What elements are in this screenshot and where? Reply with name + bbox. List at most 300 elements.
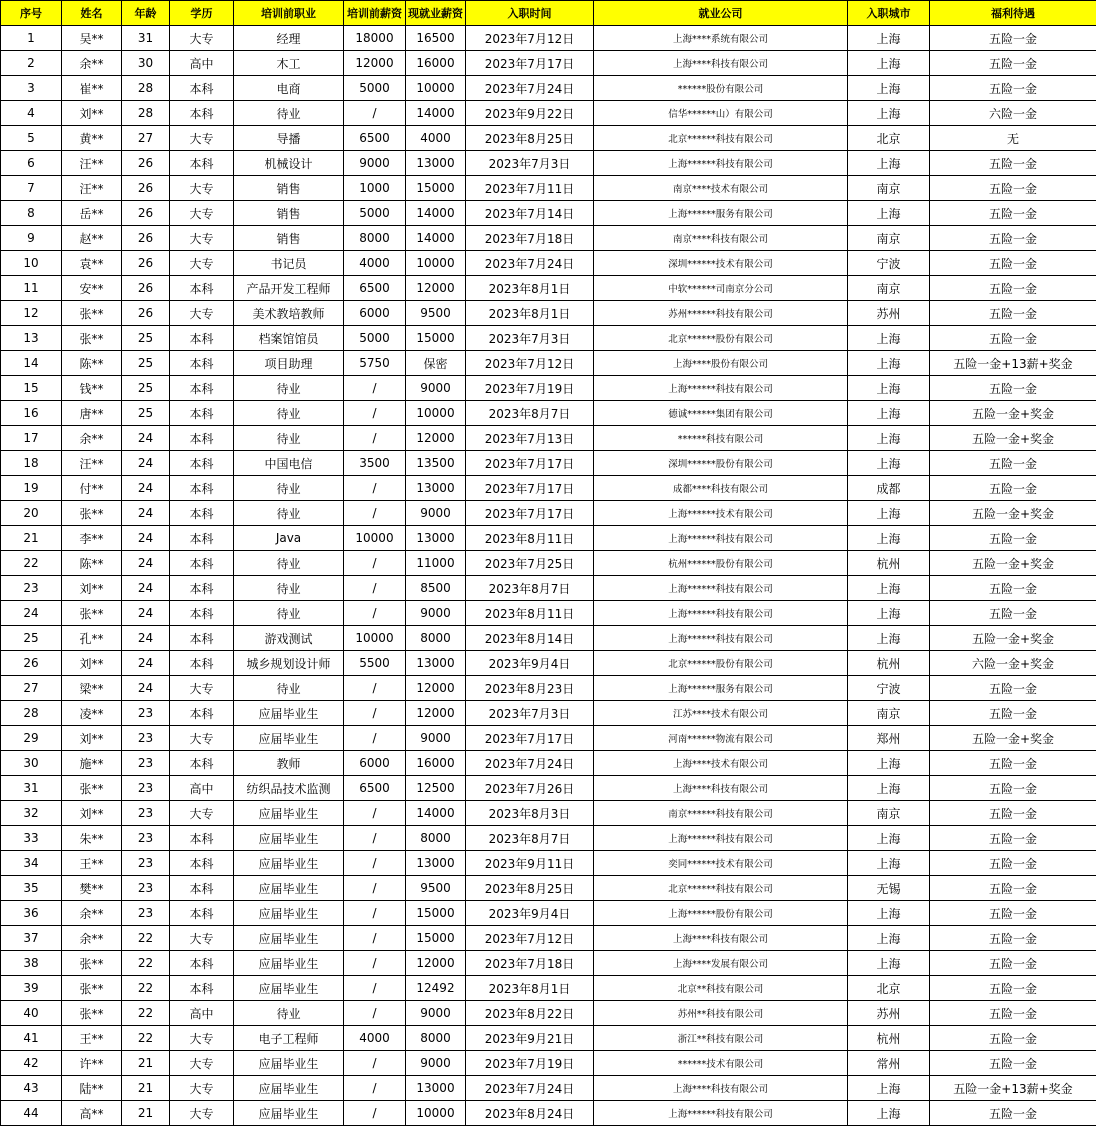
cell-company: 北京******股份有限公司	[594, 326, 848, 351]
cell-current-salary: 13500	[406, 451, 466, 476]
cell-index: 4	[1, 101, 62, 126]
cell-benefits: 五险一金	[930, 751, 1096, 776]
cell-city: 上海	[848, 1101, 930, 1126]
cell-start-date: 2023年8月25日	[466, 126, 594, 151]
cell-education: 大专	[170, 26, 234, 51]
cell-prev-job: 教师	[234, 751, 344, 776]
cell-benefits: 五险一金	[930, 451, 1096, 476]
cell-current-salary: 13000	[406, 1076, 466, 1101]
cell-education: 本科	[170, 526, 234, 551]
cell-current-salary: 9000	[406, 376, 466, 401]
cell-city: 上海	[848, 576, 930, 601]
cell-age: 26	[122, 151, 170, 176]
table-row	[1, 676, 1096, 701]
cell-prev-salary: 12000	[344, 51, 406, 76]
cell-company: 苏州**科技有限公司	[594, 1001, 848, 1026]
header-prev-salary: 培训前薪资	[344, 1, 406, 26]
cell-education: 大专	[170, 251, 234, 276]
header-city: 入职城市	[848, 1, 930, 26]
cell-city: 上海	[848, 926, 930, 951]
table-row	[1, 426, 1096, 451]
cell-current-salary: 12492	[406, 976, 466, 1001]
cell-education: 本科	[170, 276, 234, 301]
cell-current-salary: 10000	[406, 401, 466, 426]
header-age: 年龄	[122, 1, 170, 26]
cell-company: 上海****科技有限公司	[594, 1076, 848, 1101]
cell-prev-salary: /	[344, 501, 406, 526]
cell-prev-job: 待业	[234, 101, 344, 126]
cell-company: 上海******股份有限公司	[594, 901, 848, 926]
cell-name: 陈**	[62, 351, 122, 376]
cell-age: 24	[122, 601, 170, 626]
table-row	[1, 1101, 1096, 1126]
cell-name: 梁**	[62, 676, 122, 701]
cell-name: 余**	[62, 901, 122, 926]
cell-company: 上海******科技有限公司	[594, 601, 848, 626]
table-row	[1, 826, 1096, 851]
cell-benefits: 五险一金+奖金	[930, 501, 1096, 526]
cell-benefits: 五险一金	[930, 76, 1096, 101]
cell-prev-salary: 3500	[344, 451, 406, 476]
table-row	[1, 801, 1096, 826]
cell-current-salary: 8000	[406, 626, 466, 651]
cell-company: 奕同******技术有限公司	[594, 851, 848, 876]
cell-city: 常州	[848, 1051, 930, 1076]
cell-name: 张**	[62, 601, 122, 626]
cell-prev-job: 应届毕业生	[234, 726, 344, 751]
cell-start-date: 2023年8月3日	[466, 801, 594, 826]
cell-benefits: 五险一金	[930, 951, 1096, 976]
cell-benefits: 五险一金	[930, 676, 1096, 701]
cell-age: 26	[122, 176, 170, 201]
cell-start-date: 2023年7月13日	[466, 426, 594, 451]
cell-prev-job: 销售	[234, 176, 344, 201]
table-row	[1, 851, 1096, 876]
cell-prev-job: 应届毕业生	[234, 901, 344, 926]
cell-index: 1	[1, 26, 62, 51]
cell-prev-salary: /	[344, 1101, 406, 1126]
cell-age: 24	[122, 501, 170, 526]
cell-city: 上海	[848, 626, 930, 651]
cell-age: 23	[122, 826, 170, 851]
table-row	[1, 526, 1096, 551]
cell-prev-salary: /	[344, 1051, 406, 1076]
cell-city: 上海	[848, 951, 930, 976]
cell-company: 成都****科技有限公司	[594, 476, 848, 501]
cell-prev-job: 应届毕业生	[234, 876, 344, 901]
cell-name: 王**	[62, 851, 122, 876]
cell-prev-salary: 6000	[344, 301, 406, 326]
cell-age: 23	[122, 801, 170, 826]
cell-current-salary: 10000	[406, 76, 466, 101]
cell-start-date: 2023年7月17日	[466, 726, 594, 751]
cell-city: 上海	[848, 826, 930, 851]
cell-index: 26	[1, 651, 62, 676]
cell-age: 23	[122, 876, 170, 901]
cell-city: 南京	[848, 226, 930, 251]
cell-index: 17	[1, 426, 62, 451]
cell-benefits: 五险一金+奖金	[930, 551, 1096, 576]
cell-name: 黄**	[62, 126, 122, 151]
cell-prev-job: 经理	[234, 26, 344, 51]
cell-start-date: 2023年9月21日	[466, 1026, 594, 1051]
cell-education: 本科	[170, 751, 234, 776]
cell-current-salary: 14000	[406, 226, 466, 251]
table-row	[1, 551, 1096, 576]
cell-prev-salary: /	[344, 401, 406, 426]
cell-start-date: 2023年7月17日	[466, 476, 594, 501]
header-index: 序号	[1, 1, 62, 26]
cell-prev-salary: 6000	[344, 751, 406, 776]
cell-start-date: 2023年7月12日	[466, 926, 594, 951]
cell-name: 汪**	[62, 451, 122, 476]
cell-start-date: 2023年8月7日	[466, 576, 594, 601]
cell-prev-salary: /	[344, 826, 406, 851]
cell-index: 14	[1, 351, 62, 376]
cell-name: 岳**	[62, 201, 122, 226]
cell-index: 21	[1, 526, 62, 551]
cell-company: 上海******科技有限公司	[594, 826, 848, 851]
cell-education: 高中	[170, 1001, 234, 1026]
cell-prev-job: 应届毕业生	[234, 976, 344, 1001]
cell-index: 8	[1, 201, 62, 226]
table-row	[1, 501, 1096, 526]
cell-company: 南京****技术有限公司	[594, 176, 848, 201]
cell-name: 张**	[62, 501, 122, 526]
cell-name: 王**	[62, 1026, 122, 1051]
cell-name: 张**	[62, 301, 122, 326]
cell-prev-salary: /	[344, 976, 406, 1001]
cell-name: 陆**	[62, 1076, 122, 1101]
cell-index: 39	[1, 976, 62, 1001]
cell-prev-job: 应届毕业生	[234, 801, 344, 826]
cell-index: 32	[1, 801, 62, 826]
cell-index: 23	[1, 576, 62, 601]
cell-education: 本科	[170, 976, 234, 1001]
cell-age: 23	[122, 726, 170, 751]
cell-benefits: 五险一金	[930, 576, 1096, 601]
cell-index: 2	[1, 51, 62, 76]
cell-prev-salary: 5500	[344, 651, 406, 676]
cell-city: 南京	[848, 801, 930, 826]
cell-education: 本科	[170, 351, 234, 376]
cell-prev-salary: 8000	[344, 226, 406, 251]
cell-name: 孔**	[62, 626, 122, 651]
table-row	[1, 251, 1096, 276]
cell-name: 钱**	[62, 376, 122, 401]
cell-start-date: 2023年7月12日	[466, 26, 594, 51]
cell-education: 大专	[170, 1026, 234, 1051]
cell-current-salary: 9000	[406, 1001, 466, 1026]
table-row	[1, 326, 1096, 351]
table-row	[1, 51, 1096, 76]
cell-current-salary: 9000	[406, 601, 466, 626]
cell-company: 上海******科技有限公司	[594, 626, 848, 651]
cell-benefits: 五险一金	[930, 176, 1096, 201]
cell-company: 上海******科技有限公司	[594, 576, 848, 601]
cell-prev-job: 城乡规划设计师	[234, 651, 344, 676]
cell-benefits: 五险一金	[930, 976, 1096, 1001]
table-row	[1, 451, 1096, 476]
cell-company: 上海****系统有限公司	[594, 26, 848, 51]
cell-index: 3	[1, 76, 62, 101]
cell-benefits: 五险一金	[930, 826, 1096, 851]
table-row	[1, 76, 1096, 101]
cell-prev-salary: 4000	[344, 1026, 406, 1051]
cell-benefits: 五险一金	[930, 26, 1096, 51]
cell-prev-job: 电商	[234, 76, 344, 101]
cell-age: 26	[122, 201, 170, 226]
cell-benefits: 五险一金	[930, 1101, 1096, 1126]
cell-city: 上海	[848, 101, 930, 126]
cell-city: 北京	[848, 126, 930, 151]
cell-prev-salary: /	[344, 551, 406, 576]
cell-prev-job: 美术教培教师	[234, 301, 344, 326]
cell-city: 北京	[848, 976, 930, 1001]
cell-name: 李**	[62, 526, 122, 551]
cell-education: 大专	[170, 926, 234, 951]
cell-company: 上海******技术有限公司	[594, 501, 848, 526]
cell-index: 33	[1, 826, 62, 851]
cell-age: 23	[122, 851, 170, 876]
header-benefits: 福利待遇	[930, 1, 1096, 26]
cell-prev-job: 应届毕业生	[234, 701, 344, 726]
cell-city: 上海	[848, 451, 930, 476]
table-row	[1, 1076, 1096, 1101]
cell-prev-job: 档案馆馆员	[234, 326, 344, 351]
cell-education: 本科	[170, 551, 234, 576]
cell-index: 44	[1, 1101, 62, 1126]
cell-name: 余**	[62, 926, 122, 951]
cell-company: 上海******服务有限公司	[594, 201, 848, 226]
cell-prev-salary: 1000	[344, 176, 406, 201]
table-row	[1, 651, 1096, 676]
cell-education: 本科	[170, 651, 234, 676]
cell-education: 本科	[170, 151, 234, 176]
cell-start-date: 2023年8月7日	[466, 401, 594, 426]
cell-benefits: 六险一金	[930, 101, 1096, 126]
cell-benefits: 五险一金	[930, 376, 1096, 401]
cell-current-salary: 15000	[406, 926, 466, 951]
cell-current-salary: 12000	[406, 701, 466, 726]
cell-education: 本科	[170, 901, 234, 926]
cell-index: 30	[1, 751, 62, 776]
cell-prev-salary: 18000	[344, 26, 406, 51]
cell-current-salary: 13000	[406, 651, 466, 676]
cell-age: 22	[122, 1026, 170, 1051]
cell-prev-job: 产品开发工程师	[234, 276, 344, 301]
cell-city: 南京	[848, 701, 930, 726]
cell-education: 本科	[170, 76, 234, 101]
cell-index: 15	[1, 376, 62, 401]
cell-prev-job: 待业	[234, 476, 344, 501]
cell-prev-salary: /	[344, 926, 406, 951]
cell-name: 刘**	[62, 651, 122, 676]
cell-company: 杭州******股份有限公司	[594, 551, 848, 576]
cell-education: 本科	[170, 476, 234, 501]
cell-prev-job: 项目助理	[234, 351, 344, 376]
cell-education: 本科	[170, 101, 234, 126]
cell-benefits: 六险一金+奖金	[930, 651, 1096, 676]
cell-benefits: 五险一金	[930, 876, 1096, 901]
cell-prev-job: 应届毕业生	[234, 926, 344, 951]
cell-prev-salary: /	[344, 676, 406, 701]
table-row	[1, 776, 1096, 801]
cell-company: 上海******科技有限公司	[594, 526, 848, 551]
cell-company: 河南******物流有限公司	[594, 726, 848, 751]
cell-city: 上海	[848, 526, 930, 551]
cell-education: 高中	[170, 776, 234, 801]
cell-current-salary: 9500	[406, 876, 466, 901]
header-prev-job: 培训前职业	[234, 1, 344, 26]
cell-prev-salary: /	[344, 101, 406, 126]
cell-benefits: 五险一金	[930, 226, 1096, 251]
cell-start-date: 2023年7月3日	[466, 326, 594, 351]
cell-education: 大专	[170, 301, 234, 326]
cell-current-salary: 15000	[406, 326, 466, 351]
cell-age: 21	[122, 1051, 170, 1076]
cell-current-salary: 12000	[406, 951, 466, 976]
cell-start-date: 2023年9月22日	[466, 101, 594, 126]
cell-current-salary: 13000	[406, 851, 466, 876]
table-row	[1, 976, 1096, 1001]
table-row	[1, 951, 1096, 976]
table-row	[1, 751, 1096, 776]
cell-company: 深圳******股份有限公司	[594, 451, 848, 476]
cell-benefits: 五险一金	[930, 901, 1096, 926]
cell-benefits: 五险一金	[930, 301, 1096, 326]
cell-education: 本科	[170, 451, 234, 476]
header-current-salary: 现就业薪资	[406, 1, 466, 26]
cell-index: 34	[1, 851, 62, 876]
cell-company: 中软******司南京分公司	[594, 276, 848, 301]
cell-company: 北京******科技有限公司	[594, 876, 848, 901]
cell-company: 北京******科技有限公司	[594, 126, 848, 151]
cell-education: 本科	[170, 326, 234, 351]
cell-age: 24	[122, 576, 170, 601]
cell-prev-salary: 6500	[344, 276, 406, 301]
cell-company: ******科技有限公司	[594, 426, 848, 451]
cell-index: 22	[1, 551, 62, 576]
cell-start-date: 2023年7月24日	[466, 1076, 594, 1101]
cell-benefits: 五险一金+13薪+奖金	[930, 351, 1096, 376]
cell-company: 苏州******科技有限公司	[594, 301, 848, 326]
table-row	[1, 726, 1096, 751]
cell-index: 13	[1, 326, 62, 351]
cell-prev-salary: /	[344, 1001, 406, 1026]
cell-name: 余**	[62, 426, 122, 451]
cell-current-salary: 9000	[406, 501, 466, 526]
cell-benefits: 五险一金	[930, 1051, 1096, 1076]
cell-current-salary: 12000	[406, 426, 466, 451]
cell-prev-salary: 5750	[344, 351, 406, 376]
cell-name: 刘**	[62, 101, 122, 126]
cell-city: 无锡	[848, 876, 930, 901]
table-row	[1, 626, 1096, 651]
cell-current-salary: 16500	[406, 26, 466, 51]
cell-education: 大专	[170, 801, 234, 826]
cell-name: 汪**	[62, 176, 122, 201]
cell-benefits: 五险一金	[930, 251, 1096, 276]
cell-age: 23	[122, 776, 170, 801]
cell-age: 24	[122, 451, 170, 476]
cell-prev-job: 销售	[234, 201, 344, 226]
cell-age: 27	[122, 126, 170, 151]
cell-prev-job: 应届毕业生	[234, 951, 344, 976]
cell-start-date: 2023年8月1日	[466, 301, 594, 326]
table-row	[1, 1001, 1096, 1026]
table-row	[1, 701, 1096, 726]
cell-start-date: 2023年7月24日	[466, 251, 594, 276]
cell-education: 本科	[170, 851, 234, 876]
cell-company: 江苏****技术有限公司	[594, 701, 848, 726]
cell-city: 上海	[848, 901, 930, 926]
cell-start-date: 2023年8月11日	[466, 526, 594, 551]
table-row	[1, 176, 1096, 201]
table-row	[1, 576, 1096, 601]
cell-education: 本科	[170, 601, 234, 626]
cell-city: 上海	[848, 1076, 930, 1101]
cell-education: 本科	[170, 951, 234, 976]
cell-index: 10	[1, 251, 62, 276]
cell-start-date: 2023年8月1日	[466, 976, 594, 1001]
cell-name: 余**	[62, 51, 122, 76]
cell-prev-salary: /	[344, 951, 406, 976]
cell-city: 上海	[848, 201, 930, 226]
cell-education: 本科	[170, 701, 234, 726]
cell-name: 付**	[62, 476, 122, 501]
cell-age: 24	[122, 676, 170, 701]
cell-education: 大专	[170, 226, 234, 251]
cell-company: 北京******股份有限公司	[594, 651, 848, 676]
cell-start-date: 2023年7月11日	[466, 176, 594, 201]
cell-prev-salary: /	[344, 1076, 406, 1101]
cell-benefits: 五险一金	[930, 851, 1096, 876]
cell-age: 24	[122, 526, 170, 551]
cell-age: 21	[122, 1076, 170, 1101]
cell-benefits: 五险一金	[930, 326, 1096, 351]
cell-education: 本科	[170, 876, 234, 901]
cell-prev-job: 待业	[234, 401, 344, 426]
cell-prev-job: 待业	[234, 376, 344, 401]
cell-benefits: 无	[930, 126, 1096, 151]
cell-name: 张**	[62, 776, 122, 801]
cell-name: 崔**	[62, 76, 122, 101]
cell-benefits: 五险一金+奖金	[930, 426, 1096, 451]
cell-age: 23	[122, 701, 170, 726]
table-row	[1, 26, 1096, 51]
cell-current-salary: 14000	[406, 101, 466, 126]
cell-current-salary: 14000	[406, 201, 466, 226]
cell-current-salary: 8500	[406, 576, 466, 601]
table-row	[1, 351, 1096, 376]
cell-start-date: 2023年7月18日	[466, 951, 594, 976]
cell-index: 27	[1, 676, 62, 701]
cell-current-salary: 12000	[406, 676, 466, 701]
cell-city: 宁波	[848, 676, 930, 701]
cell-city: 南京	[848, 176, 930, 201]
cell-start-date: 2023年9月4日	[466, 901, 594, 926]
table-body	[1, 26, 1096, 1126]
cell-prev-salary: /	[344, 876, 406, 901]
cell-current-salary: 10000	[406, 1101, 466, 1126]
cell-prev-job: 木工	[234, 51, 344, 76]
cell-education: 本科	[170, 576, 234, 601]
cell-company: 信华******山）有限公司	[594, 101, 848, 126]
cell-name: 施**	[62, 751, 122, 776]
cell-education: 大专	[170, 1051, 234, 1076]
table-row	[1, 151, 1096, 176]
